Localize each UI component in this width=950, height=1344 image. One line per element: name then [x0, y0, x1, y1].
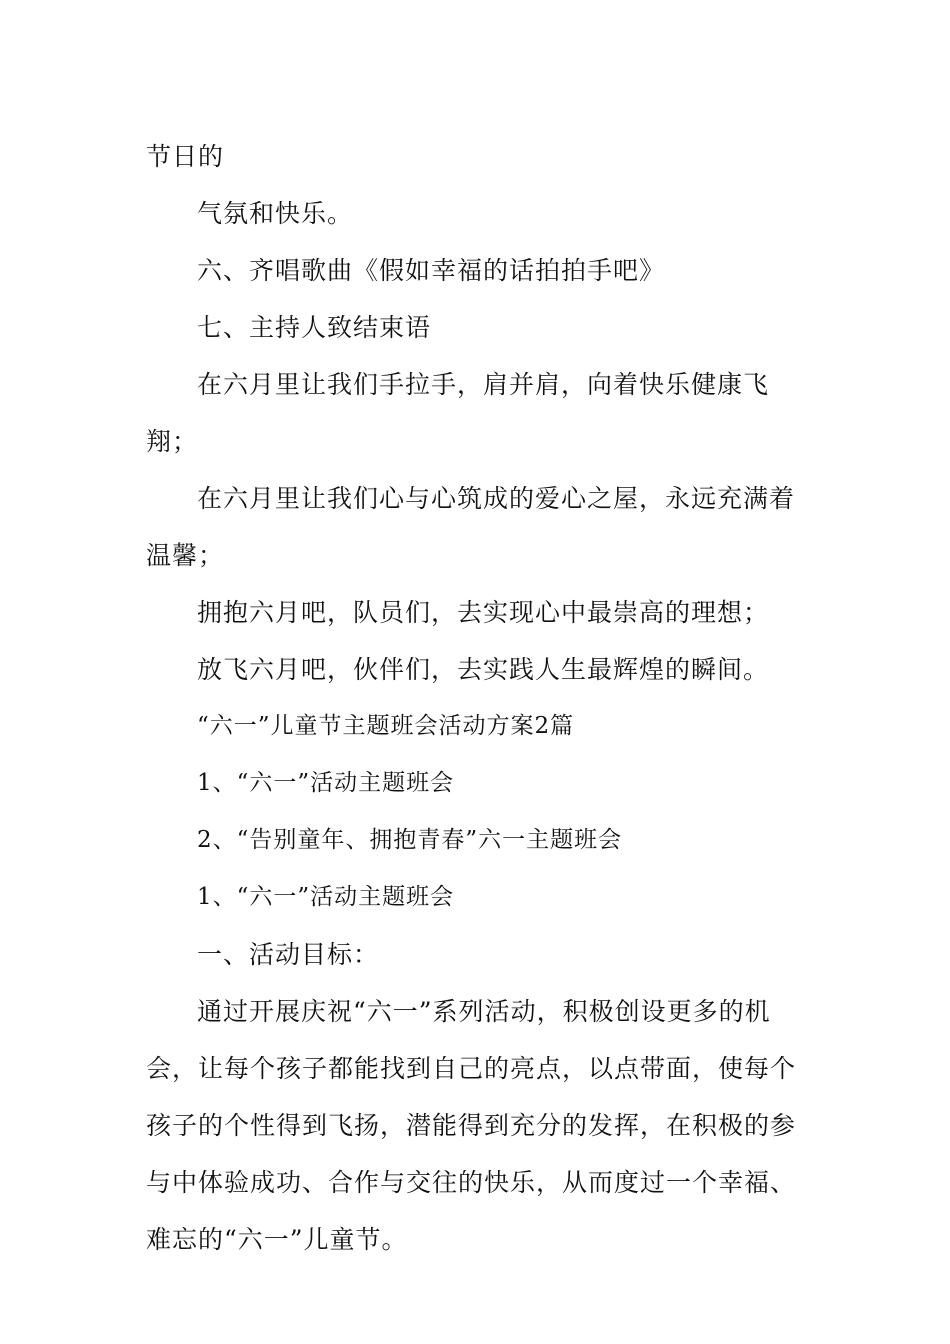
paragraph-closing-line-3: 拥抱六月吧，队员们，去实现心中最崇高的理想； [197, 598, 770, 627]
paragraph-closing-line-2: 在六月里让我们心与心筑成的爱心之屋，永远充满着温馨； [146, 484, 796, 570]
toc-item-1: 1、“六一”活动主题班会 [197, 770, 455, 796]
paragraph-continuation: 节日的 [146, 142, 225, 171]
paragraph-item-six: 六、齐唱歌曲《假如幸福的话拍拍手吧》 [197, 256, 666, 285]
paragraph-activity-goals: 通过开展庆祝“六一”系列活动，积极创设更多的机会，让每个孩子都能找到自己的亮点，以点带面，使每个孩子的个性得到飞扬，潜能得到充分的发挥，在积极的参与中体验成功、合作与交往的快乐，从而度过一个幸福、难忘的“六一”儿童节。 [146, 997, 797, 1254]
heading-activity-goals: 一、活动目标： [197, 940, 380, 969]
section-title: “六一”儿童节主题班会活动方案2篇 [197, 713, 575, 739]
toc-item-2: 2、“告别童年、拥抱青春”六一主题班会 [197, 827, 623, 853]
document-body [146, 128, 810, 1268]
paragraph-closing-line-4: 放飞六月吧，伙伴们，去实践人生最辉煌的瞬间。 [197, 655, 770, 684]
subsection-title: 1、“六一”活动主题班会 [197, 884, 455, 910]
paragraph-continuation-end: 气氛和快乐。 [197, 199, 354, 228]
paragraph-closing-line-1: 在六月里让我们手拉手，肩并肩，向着快乐健康飞翔； [146, 370, 770, 456]
paragraph-item-seven: 七、主持人致结束语 [197, 313, 432, 342]
